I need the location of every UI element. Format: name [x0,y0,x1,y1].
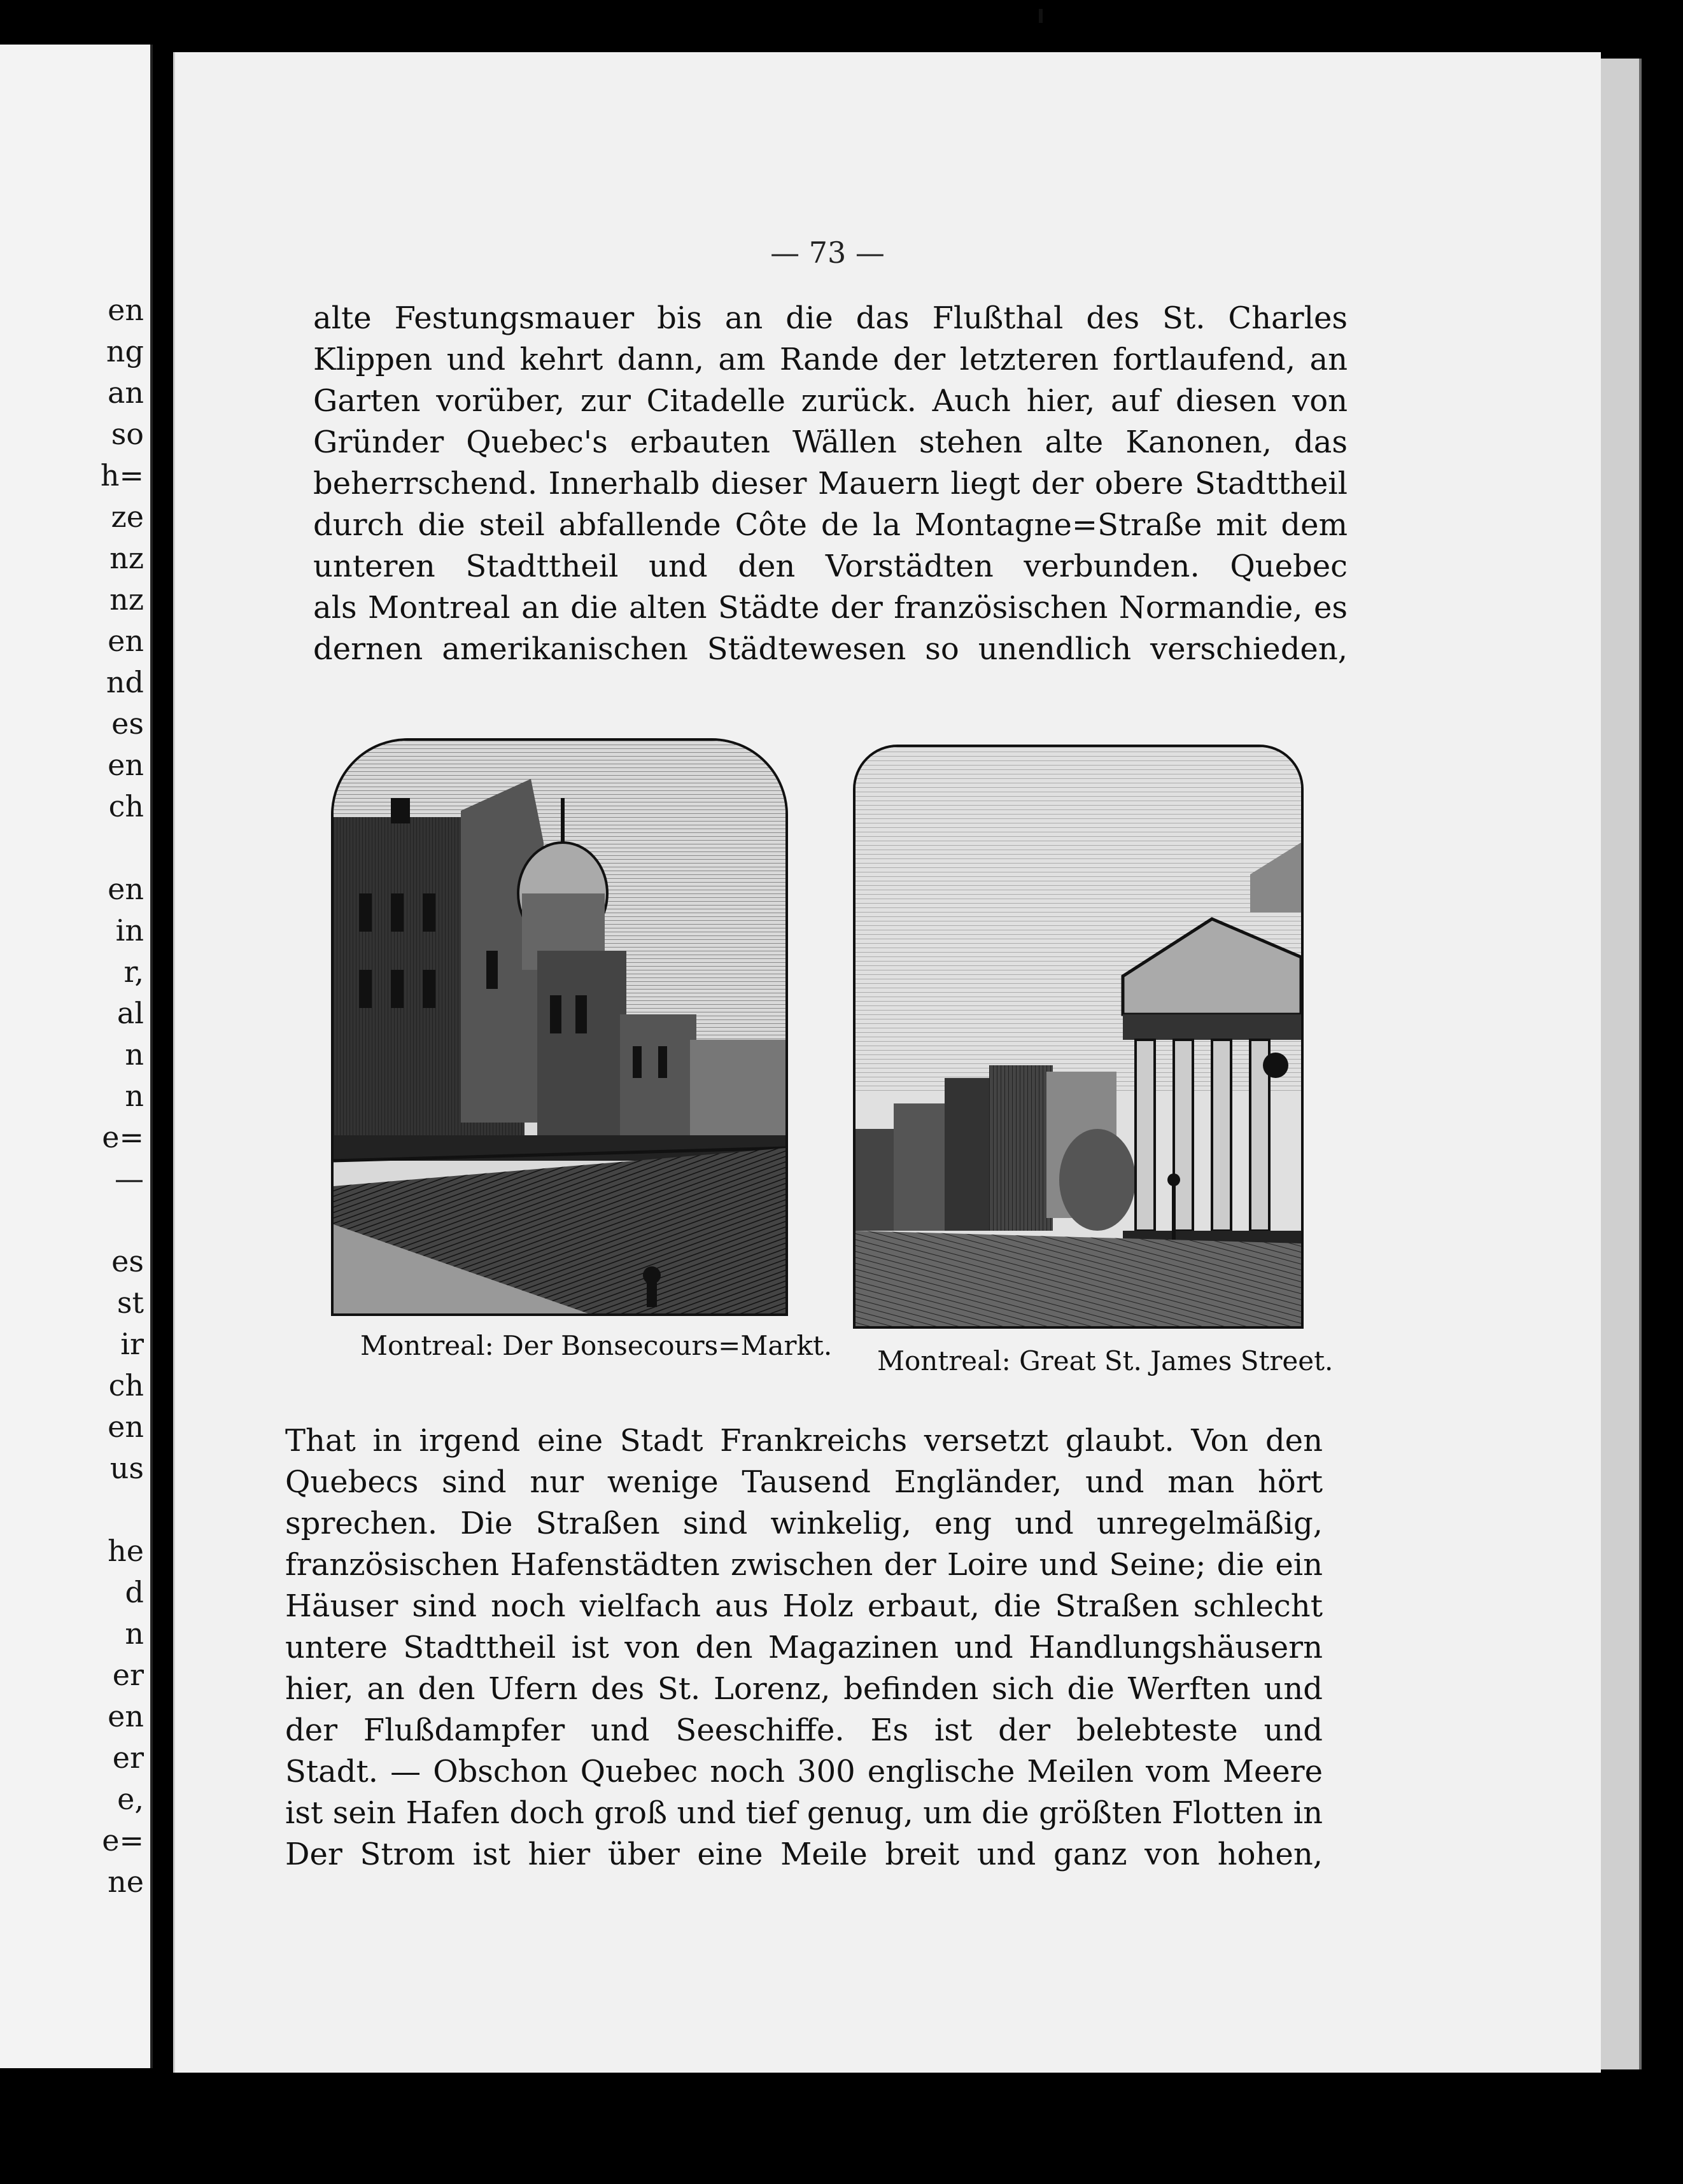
left-page-fragment: en [108,748,144,782]
text-line: beherrschend. Innerhalb dieser Mauern liegt der obere Stadttheil [313,466,1348,501]
left-page-fragment: ng [106,334,144,368]
left-page-fragment: es [111,706,144,741]
figure-caption-bonsecours: Montreal: Der Bonsecours=Markt. [360,1330,833,1361]
engraving-bonsecours-market [331,738,788,1316]
left-page-fragment: en [108,1699,144,1733]
bonsecours-market-illustration [334,741,785,1313]
left-page-fragment: nz [109,582,144,617]
page-number: — 73 — [770,235,885,270]
text-line: als Montreal an die alten Städte der französischen Normandie, es [313,590,1348,626]
left-page-fragment: — [115,1161,144,1196]
left-page-fragment: us [109,1451,144,1485]
left-page-fragment: er [112,1658,144,1692]
left-page-fragment: nd [106,665,144,699]
left-page-fragment: es [111,1244,144,1278]
text-line: unteren Stadttheil und den Vorstädten verbunden. Quebec [313,549,1348,584]
text-line: hier, an den Ufern des St. Lorenz, befinden sich die Werften und [285,1671,1323,1707]
text-line: ist sein Hafen doch groß und tief genug, um die größten Flotten in [285,1795,1323,1831]
text-line: alte Festungsmauer bis an die das Flußthal des St. Charles [313,300,1348,336]
left-page-fragment: en [108,1410,144,1444]
text-line: untere Stadttheil ist von den Magazinen und Handlungshäusern [285,1630,1323,1665]
left-page-fragment: n [125,1037,144,1072]
left-page-fragment: e= [102,1120,144,1154]
left-page-text-fragments [0,45,150,2068]
text-line: Garten vorüber, zur Citadelle zurück. Auch hier, auf diesen von [313,383,1348,419]
left-page-fragment: en [108,872,144,906]
left-page-fragment: ch [108,789,144,823]
left-page-fragment: an [107,375,144,410]
engraving-great-st-james-street [853,745,1304,1329]
text-line: Der Strom ist hier über eine Meile breit und ganz von hohen, [285,1837,1323,1872]
left-page-fragment: al [116,996,144,1030]
left-page-fragment: ch [108,1368,144,1403]
left-page-fragment: r, [123,955,144,989]
left-page-fragment: er [112,1740,144,1775]
left-page-fragment: n [125,1616,144,1651]
left-page-fragment: nz [109,541,144,575]
left-page-fragment: in [115,913,144,948]
text-line: Häuser sind noch vielfach aus Holz erbaut, die Straßen schlecht [285,1588,1323,1624]
left-page-fragment: ze [111,500,144,534]
ink-speck [1039,9,1043,23]
left-page-fragment: e, [117,1782,144,1816]
text-line: durch die steil abfallende Côte de la Montagne=Straße mit dem [313,507,1348,543]
text-line: Gründer Quebec's erbauten Wällen stehen alte Kanonen, das [313,424,1348,460]
text-line: sprechen. Die Straßen sind winkelig, eng und unregelmäßig, [285,1506,1323,1541]
top-paragraph [313,298,1348,670]
left-page-fragment: ne [108,1865,144,1899]
left-page-fragment: en [108,624,144,658]
text-line: französischen Hafenstädten zwischen der Loire und Seine; die ein [285,1547,1323,1583]
text-line: That in irgend eine Stadt Frankreichs versetzt glaubt. Von den [285,1423,1323,1459]
text-line: der Flußdampfer und Seeschiffe. Es ist der belebteste und [285,1712,1323,1748]
left-page-fragment: he [108,1534,144,1568]
text-line: Quebecs sind nur wenige Tausend Engländer, und man hört [285,1464,1323,1500]
bottom-paragraph [285,1420,1323,1875]
left-page-fragment: d [125,1575,144,1609]
page-edge [1599,59,1642,2069]
text-line: Stadt. — Obschon Quebec noch 300 englische Meilen vom Meere [285,1754,1323,1789]
left-page-fragment: ir [120,1327,144,1361]
left-page-fragment: st [116,1285,144,1320]
text-line: Klippen und kehrt dann, am Rande der letzteren fortlaufend, an [313,342,1348,377]
left-page-fragment: so [111,417,144,451]
text-line: dernen amerikanischen Städtewesen so unendlich verschieden, [313,631,1348,667]
left-page-fragment: n [125,1079,144,1113]
left-page-fragment: h= [100,458,144,493]
left-page-fragment: e= [102,1823,144,1858]
left-page-fragment: en [108,293,144,327]
left-facing-page [0,45,153,2068]
figure-caption-st-james: Montreal: Great St. James Street. [877,1345,1334,1376]
great-st-james-street-illustration [856,747,1301,1326]
